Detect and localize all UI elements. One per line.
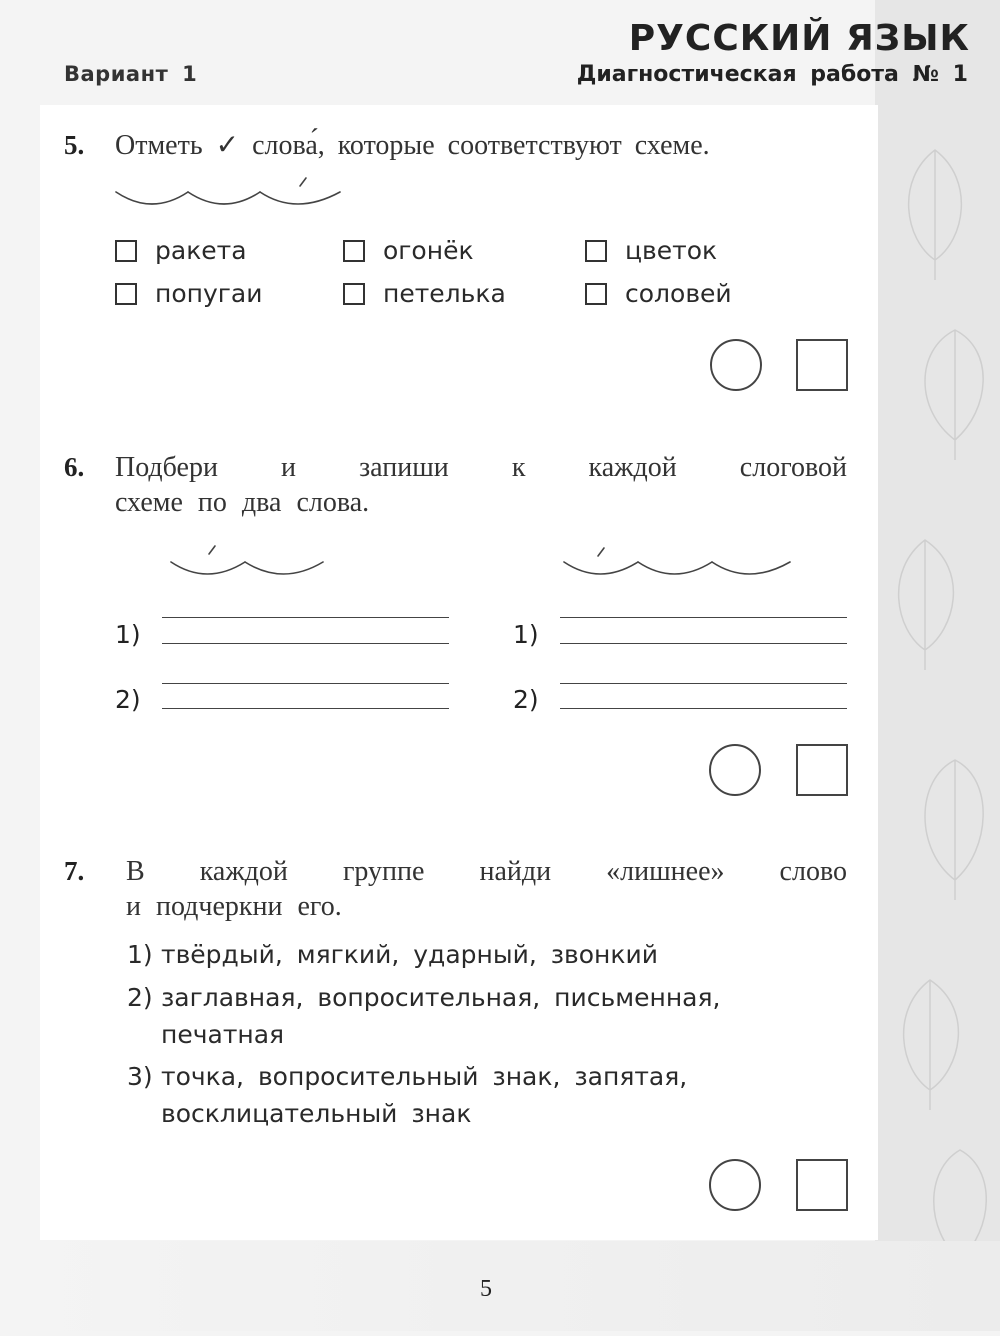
checkbox[interactable] <box>343 240 365 262</box>
task-6-line-1: Подбери и запиши к каждой слоговой <box>115 452 847 483</box>
side-decor-band <box>875 0 1000 1331</box>
word-group-1 <box>127 936 658 973</box>
group-number: 2) <box>127 983 153 1012</box>
option-label: соловей <box>625 279 732 308</box>
task-5-text: Отметь ✓ слова́, которые соответствуют схеме. <box>115 130 710 161</box>
score-square <box>796 339 848 391</box>
task-7-number: 7. <box>64 856 85 886</box>
group-words: печатная <box>161 1020 285 1049</box>
option-label: петелька <box>383 279 506 308</box>
syllable-scheme-3-stress-last <box>110 170 350 215</box>
word-group-3 <box>127 1058 688 1132</box>
syllable-scheme-2-stress-first <box>165 540 330 585</box>
checkbox[interactable] <box>585 283 607 305</box>
option-solovey[interactable] <box>585 279 732 308</box>
answer-label: 1) <box>513 620 539 649</box>
answer-line[interactable] <box>560 643 847 644</box>
leaf-ornament-icon <box>875 0 1000 1331</box>
answer-line[interactable] <box>560 617 847 618</box>
option-ogonek[interactable] <box>343 236 474 265</box>
answer-line[interactable] <box>560 708 847 709</box>
answer-label: 2) <box>513 685 539 714</box>
syllable-scheme-3-stress-first <box>558 540 798 585</box>
score-circle <box>709 1159 761 1211</box>
work-title: Диагностическая работа № 1 <box>576 62 968 87</box>
group-number: 3) <box>127 1062 153 1091</box>
checkbox[interactable] <box>115 240 137 262</box>
option-label: огонёк <box>383 236 474 265</box>
group-number: 1) <box>127 940 153 969</box>
score-square <box>796 744 848 796</box>
bottom-decor-band <box>0 1241 1000 1331</box>
score-square <box>796 1159 848 1211</box>
group-words: точка, вопросительный знак, запятая, <box>161 1062 688 1091</box>
checkbox[interactable] <box>585 240 607 262</box>
option-tsvetok[interactable] <box>585 236 717 265</box>
group-words: заглавная, вопросительная, письменная, <box>161 983 721 1012</box>
answer-line[interactable] <box>560 683 847 684</box>
group-words: восклицательный знак <box>161 1099 472 1128</box>
answer-line[interactable] <box>162 643 449 644</box>
option-label: ракета <box>155 236 247 265</box>
subject-title: РУССКИЙ ЯЗЫК <box>628 18 970 59</box>
option-petelka[interactable] <box>343 279 506 308</box>
answer-line[interactable] <box>162 617 449 618</box>
score-circle <box>710 339 762 391</box>
answer-label: 1) <box>115 620 141 649</box>
checkbox[interactable] <box>115 283 137 305</box>
word-group-2 <box>127 979 721 1053</box>
option-label: цветок <box>625 236 718 265</box>
task-5-number: 5. <box>64 130 85 160</box>
task-7-line-2: и подчеркни его. <box>126 891 342 922</box>
answer-label: 2) <box>115 685 141 714</box>
option-raketa[interactable] <box>115 236 247 265</box>
group-words: твёрдый, мягкий, ударный, звонкий <box>161 940 658 969</box>
page-number: 5 <box>480 1276 492 1302</box>
score-circle <box>709 744 761 796</box>
option-popugai[interactable] <box>115 279 262 308</box>
answer-line[interactable] <box>162 683 449 684</box>
task-6-number: 6. <box>64 452 85 482</box>
answer-line[interactable] <box>162 708 449 709</box>
task-7-line-1: В каждой группе найди «лишнее» слово <box>126 856 847 887</box>
task-6-line-2: схеме по два слова. <box>115 487 370 518</box>
checkbox[interactable] <box>343 283 365 305</box>
variant-label: Вариант 1 <box>64 62 198 86</box>
option-label: попугаи <box>155 279 263 308</box>
